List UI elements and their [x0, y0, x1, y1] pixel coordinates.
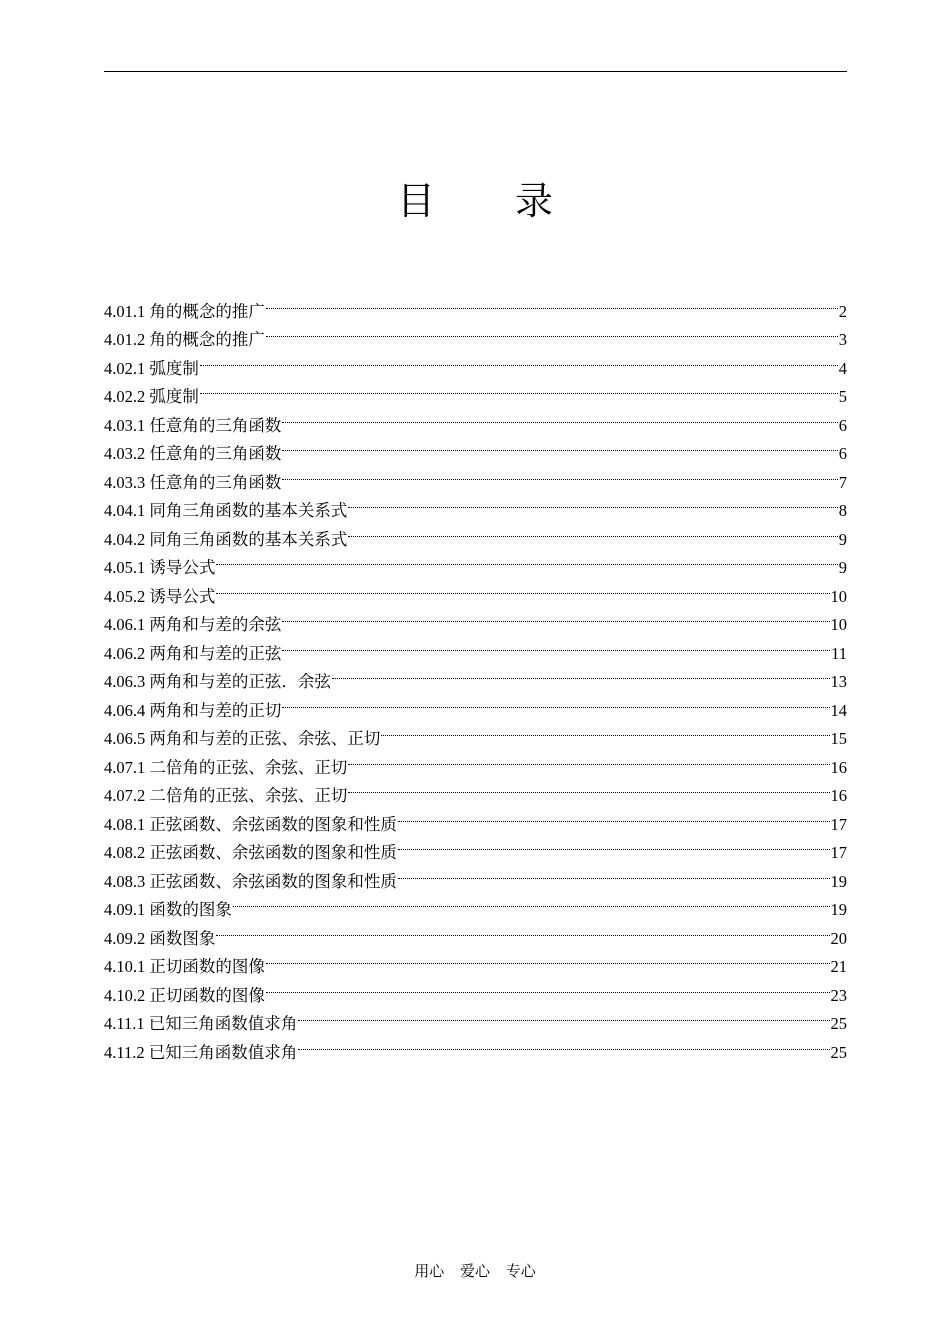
toc-entry-page-number: 5 [838, 387, 847, 406]
toc-dot-leader [298, 1001, 829, 1030]
page-title [0, 178, 950, 226]
toc-entry-page-number: 6 [838, 415, 847, 435]
toc-entry-label: 4.04.2 同角三角函数的基本关系式 [104, 529, 348, 549]
toc-entry-label: 4.03.1 任意角的三角函数 [104, 415, 282, 435]
toc-dot-leader [216, 915, 829, 944]
toc-entry-page-number: 3 [838, 330, 847, 349]
header-rule [104, 71, 847, 72]
toc-entry-label: 4.05.1 诱导公式 [104, 558, 216, 577]
toc-entry-page-number: 19 [830, 871, 847, 891]
toc-entry-page-number: 25 [830, 1014, 847, 1033]
footer-text-1: 用心 [414, 1264, 445, 1280]
toc-dot-leader [298, 1029, 829, 1058]
toc-dot-leader [398, 858, 830, 887]
toc-dot-leader [282, 687, 829, 716]
footer-text-3: 专心 [505, 1264, 536, 1280]
toc-dot-leader [266, 944, 830, 973]
toc-entry-page-number: 16 [830, 786, 847, 805]
toc-entry-page-number: 9 [838, 558, 847, 577]
toc-entry[interactable] [104, 545, 847, 577]
toc-entry-label: 4.07.1 二倍角的正弦、余弦、正切 [104, 757, 348, 777]
toc-entry-page-number: 10 [830, 615, 847, 634]
toc-entry-page-number: 19 [830, 900, 847, 919]
toc-entry-page-number: 20 [830, 928, 847, 948]
toc-entry-page-number: 17 [830, 814, 847, 834]
toc-dot-leader [348, 744, 829, 773]
toc-entry-label: 4.08.1 正弦函数、余弦函数的图象和性质 [104, 814, 397, 834]
toc-entry-page-number: 14 [830, 700, 847, 720]
toc-dot-leader [381, 716, 829, 745]
toc-entry-label: 4.08.3 正弦函数、余弦函数的图象和性质 [104, 871, 397, 891]
toc-entry-label: 4.02.1 弧度制 [104, 358, 199, 378]
toc-entry-page-number: 23 [830, 985, 847, 1005]
toc-entry-label: 4.08.2 正弦函数、余弦函数的图象和性质 [104, 843, 397, 862]
toc-entry-label: 4.06.1 两角和与差的余弦 [104, 615, 282, 634]
table-of-contents [104, 288, 847, 1062]
toc-dot-leader [282, 602, 829, 631]
toc-dot-leader [282, 630, 830, 659]
toc-entry-label: 4.09.2 函数图象 [104, 928, 216, 948]
toc-dot-leader [332, 659, 830, 688]
toc-entry[interactable] [104, 573, 847, 606]
toc-dot-leader [216, 573, 829, 602]
toc-entry-label: 4.03.3 任意角的三角函数 [104, 472, 282, 492]
toc-entry-page-number: 16 [830, 757, 847, 777]
toc-dot-leader [348, 516, 837, 545]
toc-dot-leader [282, 402, 837, 431]
toc-dot-leader [266, 317, 838, 346]
toc-entry-page-number: 15 [830, 729, 847, 748]
toc-entry-page-number: 2 [838, 301, 847, 321]
toc-entry-page-number: 17 [830, 843, 847, 862]
toc-entry-label: 4.03.2 任意角的三角函数 [104, 444, 282, 463]
toc-entry-page-number: 21 [830, 957, 847, 976]
toc-dot-leader [348, 773, 829, 802]
toc-entry[interactable] [104, 602, 847, 634]
toc-entry-label: 4.06.2 两角和与差的正弦 [104, 643, 282, 663]
toc-entry[interactable] [104, 402, 847, 435]
toc-dot-leader [266, 288, 838, 317]
toc-entry-label: 4.09.1 函数的图象 [104, 900, 232, 919]
footer-text-2: 爱心 [459, 1264, 490, 1280]
toc-entry[interactable] [104, 374, 847, 406]
toc-entry-page-number: 4 [838, 358, 847, 378]
toc-entry-label: 4.04.1 同角三角函数的基本关系式 [104, 501, 348, 520]
toc-dot-leader [200, 345, 838, 374]
toc-entry-label: 4.11.1 已知三角函数值求角 [104, 1014, 298, 1033]
toc-dot-leader [398, 830, 830, 859]
toc-entry[interactable] [104, 915, 847, 948]
toc-entry-page-number: 13 [830, 672, 847, 691]
toc-entry-label: 4.07.2 二倍角的正弦、余弦、正切 [104, 786, 348, 805]
toc-entry[interactable] [104, 288, 847, 321]
toc-entry-label: 4.02.2 弧度制 [104, 387, 199, 406]
toc-dot-leader [348, 488, 837, 517]
toc-dot-leader [266, 972, 830, 1001]
toc-entry-label: 4.01.1 角的概念的推广 [104, 301, 265, 321]
page-footer [0, 1262, 950, 1282]
toc-dot-leader [282, 459, 837, 488]
toc-entry-page-number: 11 [831, 643, 847, 663]
toc-entry-page-number: 7 [838, 472, 847, 492]
toc-entry-label: 4.06.5 两角和与差的正弦、余弦、正切 [104, 729, 381, 748]
title-char-2: 录 [515, 181, 554, 223]
toc-entry-page-number: 10 [830, 586, 847, 606]
toc-entry-label: 4.11.2 已知三角函数值求角 [104, 1042, 298, 1062]
toc-dot-leader [216, 545, 837, 574]
toc-entry-label: 4.05.2 诱导公式 [104, 586, 216, 606]
toc-entry-label: 4.06.3 两角和与差的正弦．余弦 [104, 672, 331, 691]
toc-entry-label: 4.10.2 正切函数的图像 [104, 985, 265, 1005]
toc-dot-leader [233, 887, 830, 916]
toc-entry-page-number: 6 [838, 444, 847, 463]
toc-dot-leader [398, 801, 830, 830]
toc-entry[interactable] [104, 345, 847, 378]
toc-entry-page-number: 9 [838, 529, 847, 549]
toc-dot-leader [200, 374, 838, 403]
toc-entry-label: 4.06.4 两角和与差的正切 [104, 700, 282, 720]
toc-entry-page-number: 8 [838, 501, 847, 520]
toc-entry-page-number: 25 [830, 1042, 847, 1062]
toc-dot-leader [282, 431, 837, 460]
title-char-1: 目 [396, 181, 435, 223]
toc-entry[interactable] [104, 944, 847, 976]
toc-entry-label: 4.01.2 角的概念的推广 [104, 330, 265, 349]
toc-entry-label: 4.10.1 正切函数的图像 [104, 957, 265, 976]
